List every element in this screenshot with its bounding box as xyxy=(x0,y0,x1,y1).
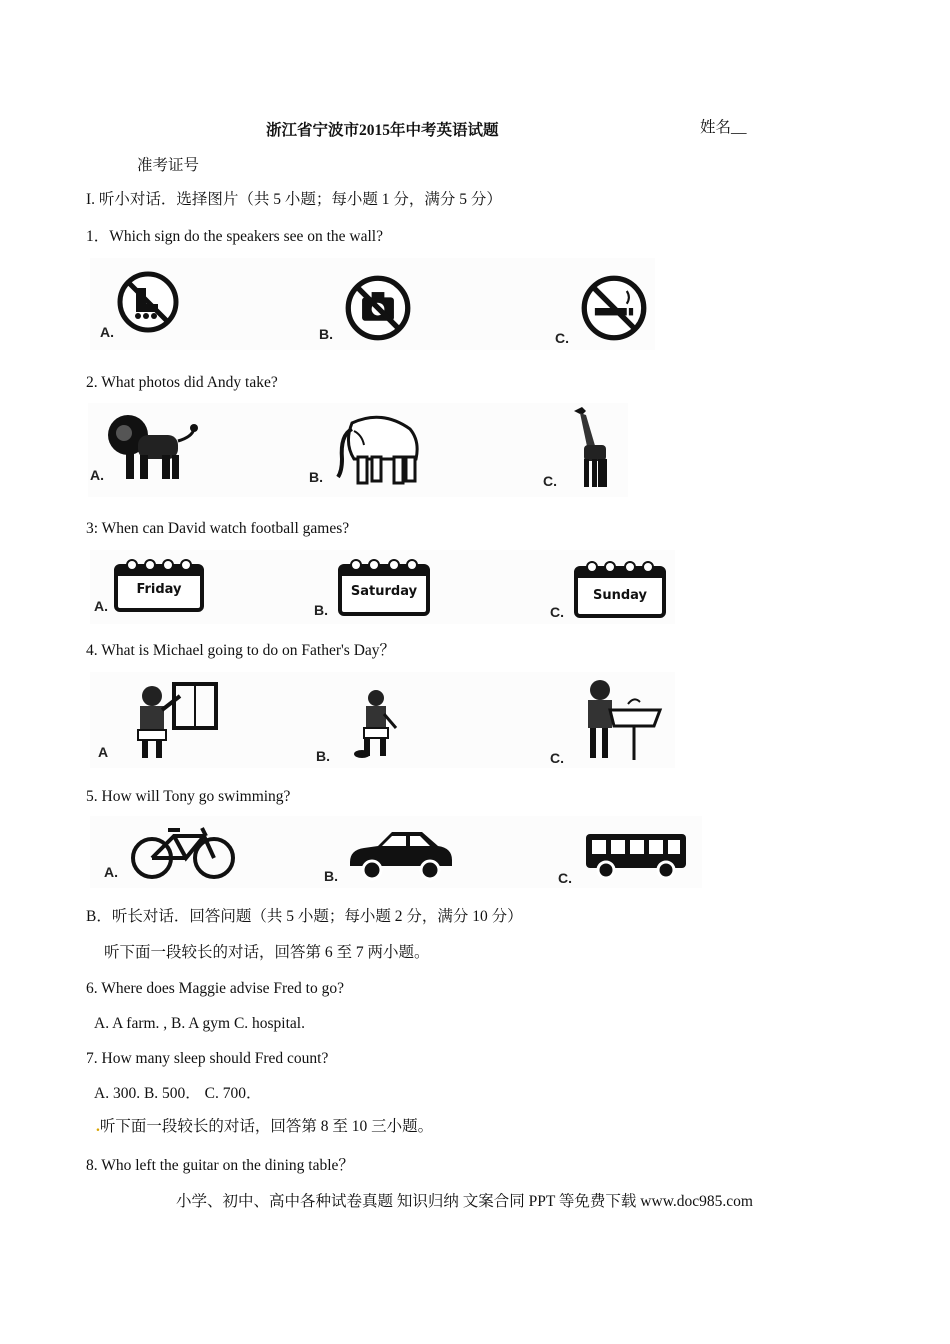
option-b-letter: B. xyxy=(319,326,333,342)
question-1: 1．Which sign do the speakers see on the wall? xyxy=(86,228,383,245)
lion-icon xyxy=(104,409,200,485)
calendar-saturday-icon xyxy=(338,558,430,616)
no-roller-skating-sign-icon xyxy=(116,270,180,334)
name-field-label: 姓名__ xyxy=(700,119,747,136)
cleaning-window-icon xyxy=(124,682,220,762)
section-b-heading: B．听长对话．回答问题（共 5 小题；每小题 2 分，满分 10 分） xyxy=(86,908,523,925)
question-5-image-strip xyxy=(90,816,702,888)
washing-dishes-icon xyxy=(574,676,664,764)
no-photography-sign-icon xyxy=(344,274,412,342)
option-b-letter: B. xyxy=(309,469,323,485)
calendar-day-label: Saturday xyxy=(350,584,418,599)
giraffe-icon xyxy=(564,405,618,489)
footer-note: 小学、初中、高中各种试卷真题 知识归纳 文案合同 PPT 等免费下载 www.doc985.com xyxy=(176,1193,753,1210)
elephant-icon xyxy=(332,409,424,489)
page-title: 浙江省宁波市2015年中考英语试题 xyxy=(266,122,499,139)
option-c-letter: C. xyxy=(543,473,557,489)
option-a-letter: A xyxy=(98,744,109,760)
question-5: 5. How will Tony go swimming? xyxy=(86,788,291,805)
exam-number-label: 准考证号 xyxy=(137,157,200,174)
option-c-letter: C. xyxy=(555,330,569,346)
question-7: 7. How many sleep should Fred count? xyxy=(86,1050,329,1067)
option-c-letter: C. xyxy=(558,870,572,886)
question-1-image-strip xyxy=(90,258,655,350)
section-b-intro-2-text: 听下面一段较长的对话，回答第 8 至 10 三小题。 xyxy=(99,1118,434,1135)
car-icon xyxy=(346,826,456,882)
no-smoking-sign-icon xyxy=(580,274,648,342)
section-b-intro-1: 听下面一段较长的对话，回答第 6 至 7 两小题。 xyxy=(104,944,430,961)
option-b-letter: B. xyxy=(314,602,328,618)
calendar-friday-icon xyxy=(114,558,204,612)
option-a-letter: A. xyxy=(104,864,118,880)
bus-icon xyxy=(584,832,688,880)
bicycle-icon xyxy=(130,824,236,880)
question-2: 2. What photos did Andy take? xyxy=(86,374,278,391)
option-a-letter: A. xyxy=(94,598,108,614)
gardening-icon xyxy=(348,688,404,760)
question-4: 4. What is Michael going to do on Father's Day？ xyxy=(86,642,396,659)
question-3: 3: When can David watch football games? xyxy=(86,520,350,537)
question-2-image-strip xyxy=(88,403,628,497)
question-4-image-strip xyxy=(90,672,675,768)
section-a-heading: I. 听小对话．选择图片（共 5 小题；每小题 1 分，满分 5 分） xyxy=(86,191,502,208)
question-7-options: A. 300. B. 500． C. 700． xyxy=(94,1085,262,1102)
calendar-day-label: Friday xyxy=(136,582,182,597)
option-c-letter: C. xyxy=(550,750,564,766)
option-c-letter: C. xyxy=(550,604,564,620)
margin-mark: . xyxy=(96,1118,100,1135)
calendar-sunday-icon xyxy=(574,560,666,618)
section-b-intro-2 xyxy=(96,1117,433,1137)
question-8: 8. Who left the guitar on the dining table？ xyxy=(86,1157,354,1174)
option-a-letter: A. xyxy=(100,324,114,340)
question-6: 6. Where does Maggie advise Fred to go? xyxy=(86,980,344,997)
option-b-letter: B. xyxy=(316,748,330,764)
question-3-image-strip xyxy=(90,550,675,624)
option-a-letter: A. xyxy=(90,467,104,483)
calendar-day-label: Sunday xyxy=(592,588,648,603)
question-6-options: A. A farm. , B. A gym C. hospital. xyxy=(94,1015,305,1032)
option-b-letter: B. xyxy=(324,868,338,884)
